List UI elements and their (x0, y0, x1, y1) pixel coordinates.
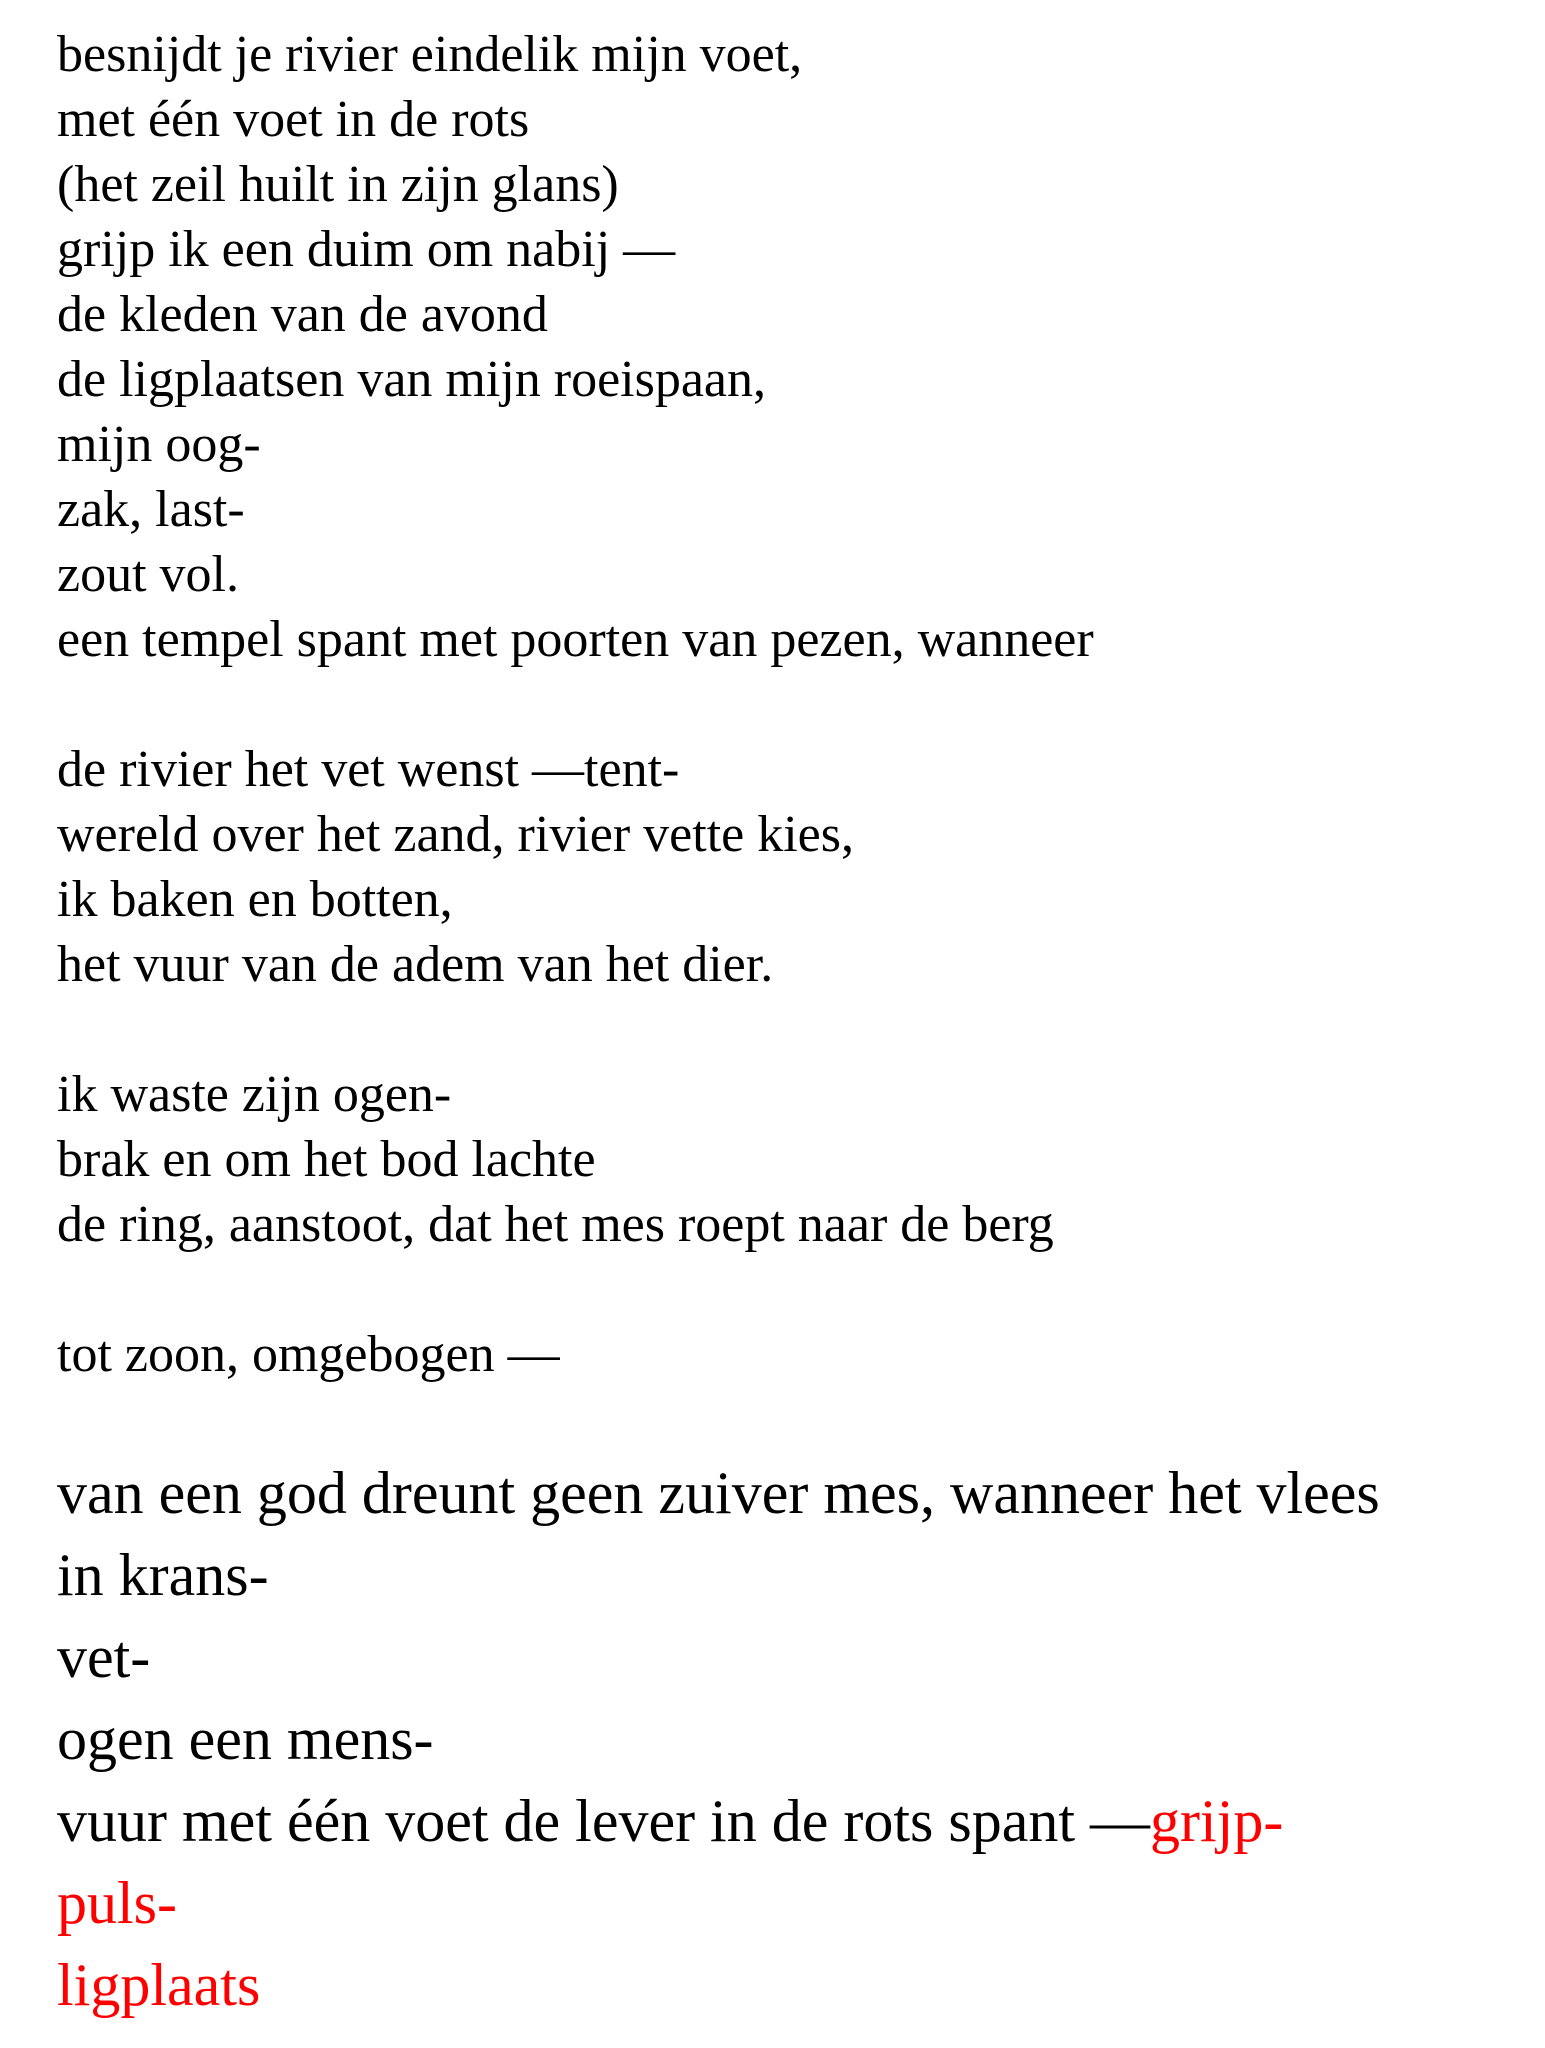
poem-line: ogen een mens- (57, 1706, 434, 1772)
poem-line: de ligplaatsen van mijn roeispaan, (57, 351, 767, 408)
poem-line: mijn oog- (57, 416, 261, 473)
highlighted-word: grijp- (1150, 1788, 1284, 1854)
poem (57, 22, 1517, 2026)
poem-line: het vuur van de adem van het dier. (57, 936, 774, 993)
poem-line: brak en om het bod lachte (57, 1131, 596, 1188)
poem-line-mixed (57, 1780, 1517, 1862)
poem-line: besnijdt je rivier eindelik mijn voet, (57, 26, 803, 83)
stanza-break (57, 1257, 1517, 1322)
stanza-1 (57, 22, 1517, 672)
poem-line: ik baken en botten, (57, 871, 453, 928)
poem-line: de rivier het vet wenst —tent- (57, 741, 680, 798)
poem-line: (het zeil huilt in zijn glans) (57, 156, 619, 213)
stanza-break (57, 672, 1517, 737)
stanza-break (57, 997, 1517, 1062)
stanza-break (57, 1387, 1517, 1452)
highlighted-line: puls- (57, 1870, 177, 1936)
highlighted-line: ligplaats (57, 1952, 261, 2018)
stanza-3 (57, 1062, 1517, 1257)
poem-line-black-part: vuur met één voet de lever in de rots spant — (57, 1788, 1151, 1854)
stanza-4 (57, 1322, 1517, 1387)
poem-line: zout vol. (57, 546, 239, 603)
poem-line: vet- (57, 1624, 151, 1690)
poem-line: de kleden van de avond (57, 286, 548, 343)
poem-line: een tempel spant met poorten van pezen, wanneer (57, 611, 1094, 668)
poem-line: de ring, aanstoot, dat het mes roept naar de berg (57, 1196, 1054, 1253)
poem-line: grijp ik een duim om nabij — (57, 221, 676, 278)
poem-line: zak, last- (57, 481, 245, 538)
stanza-5 (57, 1452, 1517, 2026)
poem-line: tot zoon, omgebogen — (57, 1326, 560, 1383)
poem-line: ik waste zijn ogen- (57, 1066, 452, 1123)
poem-line: in krans- (57, 1542, 269, 1608)
poem-line: van een god dreunt geen zuiver mes, wanneer het vlees (57, 1460, 1380, 1526)
stanza-2 (57, 737, 1517, 997)
poem-line: wereld over het zand, rivier vette kies, (57, 806, 854, 863)
poem-line: met één voet in de rots (57, 91, 530, 148)
